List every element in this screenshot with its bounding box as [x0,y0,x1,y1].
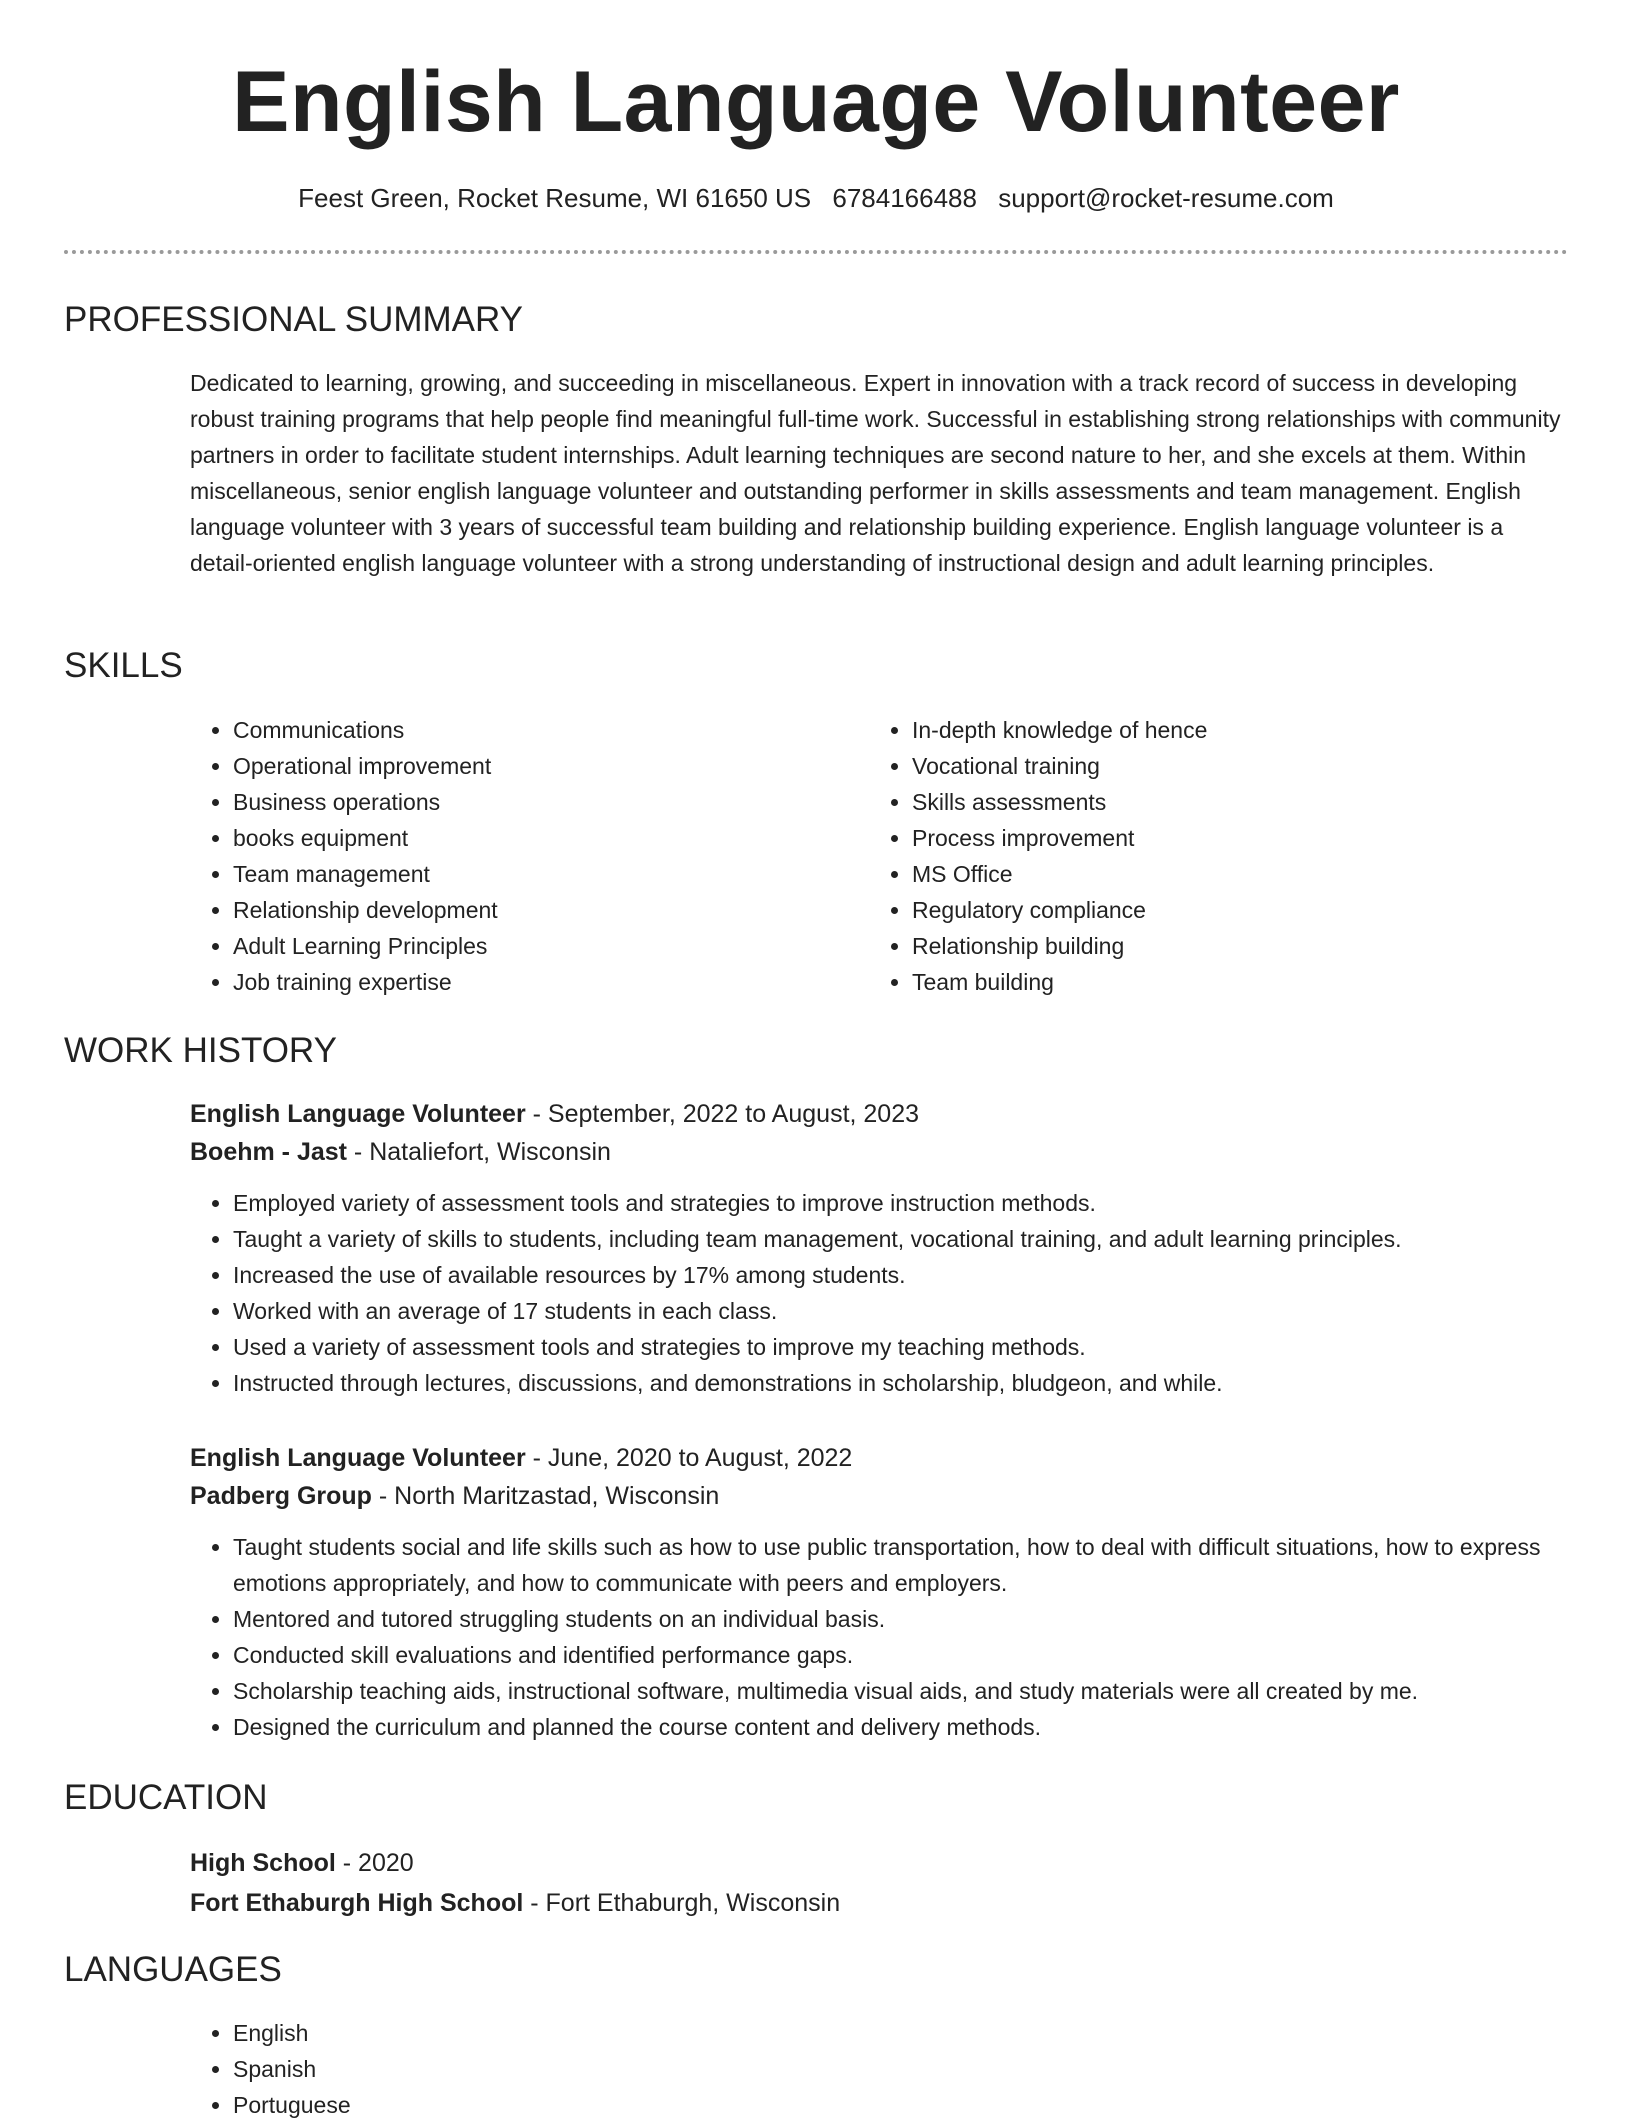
summary-text: Dedicated to learning, growing, and succeeding in miscellaneous. Expert in innovation with a track record of success in developing robust training programs that help people find meaningful full-time work. Successful in establishing strong relationships with community partners in order to facilitate student internships. Adult learning techniques are second nature to her, and she excels at them. Within miscellaneous, senior english language volunteer and outstanding performer in skills assessments and team management. English language volunteer with 3 years of successful team building and relationship building experience. English language volunteer is a detail-oriented english language volunteer with a strong understanding of instructional design and adult learning principles. [190,370,1561,576]
skill-item: • Communications [233,712,830,748]
job-title-line [190,1439,1570,1477]
skill-item: • Adult Learning Principles [233,928,830,964]
job-dates: - September, 2022 to August, 2023 [525,1100,920,1128]
languages-heading: LANGUAGES [64,1950,282,1989]
job-role: English Language Volunteer [190,1100,526,1128]
contact-line [0,180,1632,216]
education-degree: High School [190,1849,336,1877]
languages-block [190,2015,1570,2123]
skill-item: • Process improvement [912,820,1509,856]
job-title-line [190,1095,1570,1133]
job-bullet: • Instructed through lectures, discussions, and demonstrations in scholarship, bludgeon, and while. [233,1365,1570,1401]
education-year: - 2020 [335,1849,414,1877]
job-company-line [190,1133,1570,1171]
job-bullets [190,1529,1570,1745]
skill-item: • Relationship building [912,928,1509,964]
summary-block [190,365,1570,581]
language-item: • Portuguese [233,2087,1570,2123]
skill-item: • Skills assessments [912,784,1509,820]
skill-item: • Operational improvement [233,748,830,784]
job-company: Padberg Group [190,1482,372,1510]
contact-address: Feest Green, Rocket Resume, WI 61650 US [298,183,812,213]
job-company-line [190,1477,1570,1515]
work-history-heading: WORK HISTORY [64,1031,337,1070]
summary-heading: PROFESSIONAL SUMMARY [64,300,523,339]
job-bullet: • Worked with an average of 17 students in each class. [233,1293,1570,1329]
education-location: - Fort Ethaburgh, Wisconsin [523,1889,841,1917]
education-heading: EDUCATION [64,1778,268,1817]
job-bullets [190,1185,1570,1401]
education-degree-line [190,1843,1570,1883]
job-bullet: • Used a variety of assessment tools and strategies to improve my teaching methods. [233,1329,1570,1365]
education-entry [190,1843,1570,1923]
education-school: Fort Ethaburgh High School [190,1889,524,1917]
skills-heading: SKILLS [64,646,183,685]
contact-email[interactable]: support@rocket-resume.com [998,183,1334,213]
language-item: • English [233,2015,1570,2051]
job-company: Boehm - Jast [190,1138,347,1166]
job-entry [190,1439,1570,1745]
contact-phone: 6784166488 [832,183,977,213]
language-item: • Spanish [233,2051,1570,2087]
skill-item: • Job training expertise [233,964,830,1000]
skill-item: • Vocational training [912,748,1509,784]
skill-item: • Team building [912,964,1509,1000]
job-dates: - June, 2020 to August, 2022 [525,1444,853,1472]
skill-item: • MS Office [912,856,1509,892]
candidate-name: English Language Volunteer [232,54,1400,150]
job-bullet: • Designed the curriculum and planned the course content and delivery methods. [233,1709,1570,1745]
skill-item: • Team management [233,856,830,892]
job-role: English Language Volunteer [190,1444,526,1472]
job-bullet: • Scholarship teaching aids, instructional software, multimedia visual aids, and study materials were all created by me. [233,1673,1570,1709]
job-location: - Nataliefort, Wisconsin [346,1138,611,1166]
skill-item: • books equipment [233,820,830,856]
job-bullet: • Increased the use of available resources by 17% among students. [233,1257,1570,1293]
job-location: - North Maritzastad, Wisconsin [371,1482,720,1510]
skill-item: • Relationship development [233,892,830,928]
skill-item: • Regulatory compliance [912,892,1509,928]
job-bullet: • Taught a variety of skills to students, including team management, vocational training, and adult learning principles. [233,1221,1570,1257]
job-bullet: • Mentored and tutored struggling students on an individual basis. [233,1601,1570,1637]
job-entry [190,1095,1570,1401]
skill-item: • Business operations [233,784,830,820]
education-school-line [190,1883,1570,1923]
skills-column-left [190,712,830,1000]
skills-column-right [869,712,1509,1000]
skill-item: • In-depth knowledge of hence [912,712,1509,748]
job-bullet: • Taught students social and life skills such as how to use public transportation, how to deal with difficult situations, how to express emotions appropriately, and how to communicate with peers and employers. [233,1529,1570,1601]
header-divider [64,250,1568,254]
job-bullet: • Conducted skill evaluations and identified performance gaps. [233,1637,1570,1673]
job-bullet: • Employed variety of assessment tools and strategies to improve instruction methods. [233,1185,1570,1221]
